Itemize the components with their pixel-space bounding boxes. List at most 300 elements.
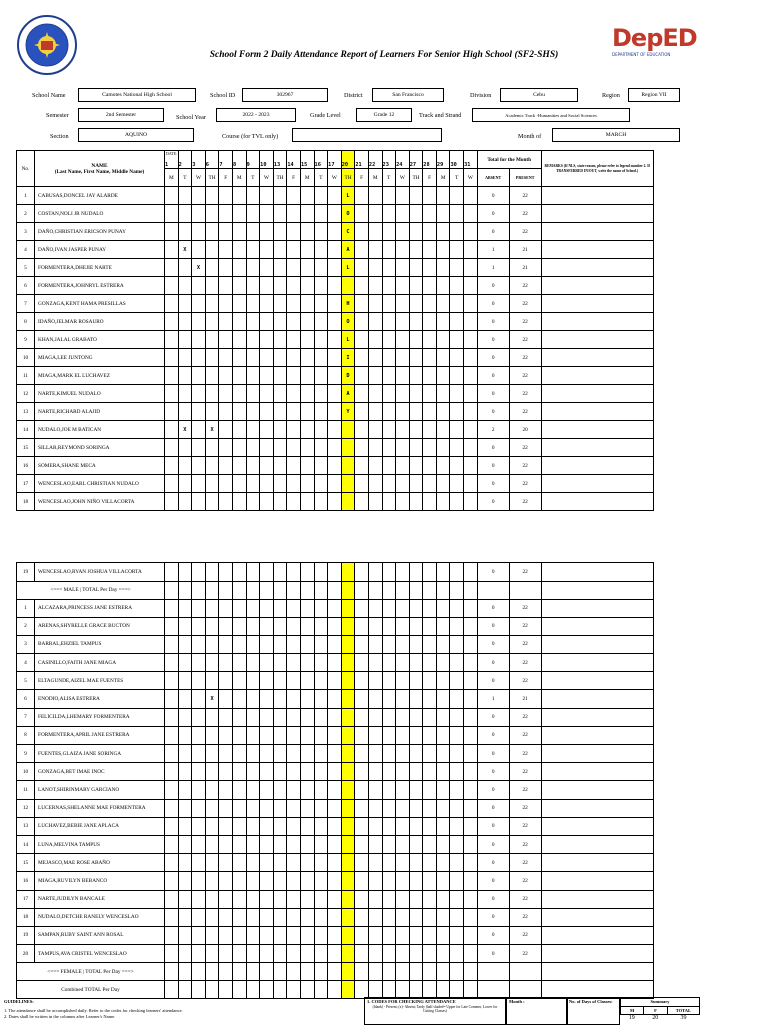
attendance-cell[interactable] xyxy=(328,854,342,872)
attendance-cell[interactable]: C xyxy=(341,223,355,241)
attendance-cell[interactable] xyxy=(328,926,342,944)
attendance-cell[interactable] xyxy=(192,926,206,944)
attendance-cell[interactable] xyxy=(328,654,342,672)
attendance-cell[interactable] xyxy=(314,781,328,799)
attendance-cell[interactable] xyxy=(464,223,478,241)
attendance-cell[interactable] xyxy=(423,763,437,781)
attendance-cell[interactable] xyxy=(192,763,206,781)
attendance-cell[interactable] xyxy=(219,617,233,635)
attendance-cell[interactable] xyxy=(423,223,437,241)
attendance-cell[interactable] xyxy=(287,403,301,421)
attendance-cell[interactable] xyxy=(205,835,219,853)
attendance-cell[interactable] xyxy=(464,457,478,475)
attendance-cell[interactable] xyxy=(436,259,450,277)
attendance-cell[interactable] xyxy=(205,672,219,690)
attendance-cell[interactable] xyxy=(382,223,396,241)
attendance-cell[interactable] xyxy=(450,187,464,205)
attendance-cell[interactable] xyxy=(273,313,287,331)
attendance-cell[interactable] xyxy=(192,781,206,799)
attendance-cell[interactable] xyxy=(409,493,423,511)
attendance-cell[interactable] xyxy=(205,781,219,799)
attendance-cell[interactable] xyxy=(246,223,260,241)
attendance-cell[interactable] xyxy=(232,945,246,963)
attendance-cell[interactable] xyxy=(450,890,464,908)
attendance-cell[interactable] xyxy=(396,241,410,259)
attendance-cell[interactable] xyxy=(178,872,192,890)
attendance-cell[interactable] xyxy=(178,599,192,617)
attendance-cell[interactable] xyxy=(409,908,423,926)
remarks-cell[interactable] xyxy=(541,908,653,926)
attendance-cell[interactable] xyxy=(300,295,314,313)
attendance-cell[interactable] xyxy=(314,475,328,493)
attendance-cell[interactable] xyxy=(192,241,206,259)
attendance-cell[interactable] xyxy=(328,835,342,853)
attendance-cell[interactable] xyxy=(178,708,192,726)
attendance-cell[interactable] xyxy=(355,599,369,617)
attendance-cell[interactable] xyxy=(300,635,314,653)
attendance-cell[interactable] xyxy=(219,241,233,259)
remarks-cell[interactable] xyxy=(541,277,653,295)
attendance-cell[interactable] xyxy=(260,599,274,617)
attendance-cell[interactable] xyxy=(314,223,328,241)
attendance-cell[interactable] xyxy=(192,367,206,385)
attendance-cell[interactable] xyxy=(464,331,478,349)
attendance-cell[interactable] xyxy=(205,493,219,511)
attendance-cell[interactable] xyxy=(287,259,301,277)
attendance-cell[interactable] xyxy=(409,599,423,617)
attendance-cell[interactable] xyxy=(273,277,287,295)
attendance-cell[interactable] xyxy=(246,872,260,890)
attendance-cell[interactable] xyxy=(341,493,355,511)
attendance-cell[interactable] xyxy=(328,475,342,493)
attendance-cell[interactable] xyxy=(450,313,464,331)
attendance-cell[interactable] xyxy=(341,672,355,690)
attendance-cell[interactable] xyxy=(341,799,355,817)
attendance-cell[interactable] xyxy=(396,259,410,277)
attendance-cell[interactable] xyxy=(355,205,369,223)
attendance-cell[interactable] xyxy=(192,439,206,457)
attendance-cell[interactable] xyxy=(165,854,179,872)
attendance-cell[interactable] xyxy=(396,908,410,926)
attendance-cell[interactable] xyxy=(396,654,410,672)
attendance-cell[interactable] xyxy=(178,457,192,475)
attendance-cell[interactable] xyxy=(232,835,246,853)
attendance-cell[interactable] xyxy=(436,854,450,872)
attendance-cell[interactable] xyxy=(232,349,246,367)
attendance-cell[interactable] xyxy=(409,313,423,331)
attendance-cell[interactable] xyxy=(341,421,355,439)
attendance-cell[interactable] xyxy=(192,277,206,295)
attendance-cell[interactable] xyxy=(300,654,314,672)
attendance-cell[interactable] xyxy=(165,457,179,475)
attendance-cell[interactable] xyxy=(409,745,423,763)
remarks-cell[interactable] xyxy=(541,708,653,726)
remarks-cell[interactable] xyxy=(541,745,653,763)
attendance-cell[interactable] xyxy=(232,493,246,511)
attendance-cell[interactable] xyxy=(178,854,192,872)
attendance-cell[interactable] xyxy=(273,635,287,653)
attendance-cell[interactable] xyxy=(165,223,179,241)
attendance-cell[interactable] xyxy=(178,259,192,277)
remarks-cell[interactable] xyxy=(541,654,653,672)
attendance-cell[interactable] xyxy=(436,403,450,421)
attendance-cell[interactable] xyxy=(205,349,219,367)
attendance-cell[interactable] xyxy=(436,726,450,744)
attendance-cell[interactable] xyxy=(165,908,179,926)
attendance-cell[interactable] xyxy=(328,421,342,439)
attendance-cell[interactable] xyxy=(409,763,423,781)
attendance-cell[interactable] xyxy=(328,241,342,259)
attendance-cell[interactable] xyxy=(355,781,369,799)
attendance-cell[interactable] xyxy=(368,385,382,403)
attendance-cell[interactable] xyxy=(205,654,219,672)
attendance-cell[interactable] xyxy=(328,799,342,817)
attendance-cell[interactable] xyxy=(273,654,287,672)
attendance-cell[interactable] xyxy=(355,726,369,744)
attendance-cell[interactable] xyxy=(246,635,260,653)
attendance-cell[interactable] xyxy=(273,187,287,205)
attendance-cell[interactable] xyxy=(260,223,274,241)
attendance-cell[interactable] xyxy=(368,599,382,617)
attendance-cell[interactable] xyxy=(409,799,423,817)
attendance-cell[interactable] xyxy=(450,672,464,690)
attendance-cell[interactable] xyxy=(192,835,206,853)
attendance-cell[interactable] xyxy=(423,493,437,511)
attendance-cell[interactable] xyxy=(260,403,274,421)
attendance-cell[interactable] xyxy=(355,635,369,653)
attendance-cell[interactable] xyxy=(464,421,478,439)
attendance-cell[interactable] xyxy=(246,295,260,313)
attendance-cell[interactable] xyxy=(165,493,179,511)
attendance-cell[interactable] xyxy=(396,493,410,511)
remarks-cell[interactable] xyxy=(541,187,653,205)
attendance-cell[interactable] xyxy=(314,563,328,582)
attendance-cell[interactable] xyxy=(355,926,369,944)
attendance-cell[interactable] xyxy=(219,672,233,690)
attendance-cell[interactable] xyxy=(328,745,342,763)
attendance-cell[interactable] xyxy=(232,403,246,421)
attendance-cell[interactable] xyxy=(382,331,396,349)
attendance-cell[interactable] xyxy=(423,563,437,582)
attendance-cell[interactable] xyxy=(300,493,314,511)
attendance-cell[interactable] xyxy=(178,205,192,223)
attendance-cell[interactable] xyxy=(260,277,274,295)
attendance-cell[interactable] xyxy=(368,872,382,890)
attendance-cell[interactable] xyxy=(219,367,233,385)
attendance-cell[interactable] xyxy=(178,799,192,817)
attendance-cell[interactable] xyxy=(287,908,301,926)
attendance-cell[interactable] xyxy=(192,654,206,672)
attendance-cell[interactable] xyxy=(355,187,369,205)
attendance-cell[interactable] xyxy=(232,205,246,223)
attendance-cell[interactable]: L xyxy=(341,187,355,205)
attendance-cell[interactable] xyxy=(260,439,274,457)
attendance-cell[interactable] xyxy=(246,205,260,223)
attendance-cell[interactable] xyxy=(314,672,328,690)
attendance-cell[interactable] xyxy=(165,313,179,331)
attendance-cell[interactable] xyxy=(205,187,219,205)
attendance-cell[interactable] xyxy=(368,205,382,223)
attendance-cell[interactable] xyxy=(328,385,342,403)
attendance-cell[interactable] xyxy=(260,367,274,385)
attendance-cell[interactable] xyxy=(300,945,314,963)
attendance-cell[interactable] xyxy=(314,799,328,817)
attendance-cell[interactable] xyxy=(287,475,301,493)
attendance-cell[interactable] xyxy=(396,349,410,367)
attendance-cell[interactable] xyxy=(219,890,233,908)
attendance-cell[interactable] xyxy=(260,617,274,635)
attendance-cell[interactable] xyxy=(260,187,274,205)
attendance-cell[interactable] xyxy=(232,367,246,385)
attendance-cell[interactable] xyxy=(165,617,179,635)
attendance-cell[interactable] xyxy=(355,908,369,926)
attendance-cell[interactable] xyxy=(436,599,450,617)
attendance-cell[interactable] xyxy=(464,385,478,403)
attendance-cell[interactable] xyxy=(273,563,287,582)
attendance-cell[interactable] xyxy=(287,295,301,313)
attendance-cell[interactable] xyxy=(328,259,342,277)
attendance-cell[interactable] xyxy=(423,421,437,439)
attendance-cell[interactable] xyxy=(300,205,314,223)
attendance-cell[interactable] xyxy=(368,367,382,385)
attendance-cell[interactable] xyxy=(450,349,464,367)
attendance-cell[interactable] xyxy=(328,563,342,582)
attendance-cell[interactable] xyxy=(423,908,437,926)
attendance-cell[interactable] xyxy=(219,439,233,457)
attendance-cell[interactable] xyxy=(409,439,423,457)
attendance-cell[interactable] xyxy=(205,223,219,241)
attendance-cell[interactable] xyxy=(205,403,219,421)
attendance-cell[interactable] xyxy=(450,635,464,653)
attendance-cell[interactable] xyxy=(368,926,382,944)
attendance-cell[interactable] xyxy=(328,403,342,421)
attendance-cell[interactable] xyxy=(341,599,355,617)
attendance-cell[interactable] xyxy=(273,259,287,277)
attendance-cell[interactable] xyxy=(423,635,437,653)
attendance-cell[interactable] xyxy=(409,421,423,439)
attendance-cell[interactable] xyxy=(436,439,450,457)
attendance-cell[interactable] xyxy=(450,563,464,582)
attendance-cell[interactable] xyxy=(355,259,369,277)
attendance-cell[interactable] xyxy=(178,817,192,835)
attendance-cell[interactable] xyxy=(178,908,192,926)
attendance-cell[interactable] xyxy=(436,187,450,205)
attendance-cell[interactable] xyxy=(423,439,437,457)
attendance-cell[interactable] xyxy=(423,817,437,835)
attendance-cell[interactable] xyxy=(300,403,314,421)
attendance-cell[interactable] xyxy=(409,457,423,475)
attendance-cell[interactable] xyxy=(219,295,233,313)
attendance-cell[interactable] xyxy=(382,563,396,582)
attendance-cell[interactable] xyxy=(355,872,369,890)
attendance-cell[interactable] xyxy=(382,599,396,617)
attendance-cell[interactable] xyxy=(314,331,328,349)
attendance-cell[interactable] xyxy=(368,421,382,439)
attendance-cell[interactable] xyxy=(450,617,464,635)
attendance-cell[interactable] xyxy=(341,745,355,763)
attendance-cell[interactable] xyxy=(273,763,287,781)
attendance-cell[interactable] xyxy=(368,277,382,295)
attendance-cell[interactable] xyxy=(260,672,274,690)
attendance-cell[interactable] xyxy=(314,854,328,872)
attendance-cell[interactable] xyxy=(178,763,192,781)
attendance-cell[interactable] xyxy=(382,799,396,817)
attendance-cell[interactable] xyxy=(232,295,246,313)
remarks-cell[interactable] xyxy=(541,457,653,475)
attendance-cell[interactable] xyxy=(192,205,206,223)
attendance-cell[interactable] xyxy=(423,854,437,872)
attendance-cell[interactable] xyxy=(165,835,179,853)
attendance-cell[interactable] xyxy=(273,493,287,511)
attendance-cell[interactable] xyxy=(314,457,328,475)
attendance-cell[interactable] xyxy=(287,926,301,944)
attendance-cell[interactable] xyxy=(368,745,382,763)
attendance-cell[interactable] xyxy=(246,439,260,457)
attendance-cell[interactable] xyxy=(192,817,206,835)
attendance-cell[interactable] xyxy=(246,926,260,944)
attendance-cell[interactable] xyxy=(287,241,301,259)
attendance-cell[interactable] xyxy=(232,781,246,799)
attendance-cell[interactable] xyxy=(355,241,369,259)
attendance-cell[interactable] xyxy=(341,635,355,653)
attendance-cell[interactable] xyxy=(464,563,478,582)
attendance-cell[interactable] xyxy=(341,708,355,726)
attendance-cell[interactable] xyxy=(464,745,478,763)
attendance-cell[interactable]: X xyxy=(205,690,219,708)
attendance-cell[interactable] xyxy=(450,385,464,403)
attendance-cell[interactable] xyxy=(165,563,179,582)
attendance-cell[interactable] xyxy=(205,385,219,403)
attendance-cell[interactable] xyxy=(464,926,478,944)
attendance-cell[interactable] xyxy=(314,599,328,617)
attendance-cell[interactable] xyxy=(219,385,233,403)
attendance-cell[interactable] xyxy=(382,708,396,726)
division-field[interactable]: Cebu xyxy=(500,88,578,102)
attendance-cell[interactable] xyxy=(436,475,450,493)
attendance-cell[interactable] xyxy=(232,817,246,835)
district-field[interactable]: San Francisco xyxy=(372,88,444,102)
attendance-cell[interactable] xyxy=(382,421,396,439)
attendance-cell[interactable] xyxy=(246,349,260,367)
attendance-cell[interactable] xyxy=(260,563,274,582)
attendance-cell[interactable] xyxy=(409,187,423,205)
attendance-cell[interactable] xyxy=(300,439,314,457)
attendance-cell[interactable] xyxy=(368,817,382,835)
remarks-cell[interactable] xyxy=(541,421,653,439)
attendance-cell[interactable] xyxy=(396,745,410,763)
attendance-cell[interactable] xyxy=(423,799,437,817)
attendance-cell[interactable] xyxy=(450,726,464,744)
attendance-cell[interactable] xyxy=(219,475,233,493)
attendance-cell[interactable] xyxy=(246,385,260,403)
attendance-cell[interactable] xyxy=(396,295,410,313)
attendance-cell[interactable] xyxy=(287,617,301,635)
attendance-cell[interactable] xyxy=(314,385,328,403)
attendance-cell[interactable] xyxy=(382,457,396,475)
attendance-cell[interactable] xyxy=(382,945,396,963)
attendance-cell[interactable] xyxy=(423,295,437,313)
attendance-cell[interactable] xyxy=(368,439,382,457)
attendance-cell[interactable] xyxy=(368,457,382,475)
attendance-cell[interactable] xyxy=(368,635,382,653)
attendance-cell[interactable] xyxy=(165,475,179,493)
attendance-cell[interactable] xyxy=(192,223,206,241)
attendance-cell[interactable] xyxy=(260,493,274,511)
attendance-cell[interactable] xyxy=(205,635,219,653)
attendance-cell[interactable] xyxy=(396,439,410,457)
attendance-cell[interactable] xyxy=(260,945,274,963)
attendance-cell[interactable] xyxy=(192,726,206,744)
attendance-cell[interactable] xyxy=(382,493,396,511)
attendance-cell[interactable] xyxy=(314,908,328,926)
attendance-cell[interactable] xyxy=(232,439,246,457)
attendance-cell[interactable] xyxy=(436,367,450,385)
attendance-cell[interactable] xyxy=(423,403,437,421)
attendance-cell[interactable] xyxy=(178,349,192,367)
attendance-cell[interactable] xyxy=(355,277,369,295)
attendance-cell[interactable] xyxy=(232,726,246,744)
attendance-cell[interactable] xyxy=(355,223,369,241)
attendance-cell[interactable] xyxy=(287,708,301,726)
attendance-cell[interactable] xyxy=(192,945,206,963)
attendance-cell[interactable] xyxy=(246,672,260,690)
attendance-cell[interactable] xyxy=(232,385,246,403)
attendance-cell[interactable] xyxy=(232,908,246,926)
attendance-cell[interactable] xyxy=(165,726,179,744)
remarks-cell[interactable] xyxy=(541,726,653,744)
school-name-field[interactable]: Camotes National High School xyxy=(78,88,196,102)
attendance-cell[interactable] xyxy=(409,672,423,690)
attendance-cell[interactable] xyxy=(205,241,219,259)
attendance-cell[interactable] xyxy=(423,187,437,205)
attendance-cell[interactable] xyxy=(450,708,464,726)
attendance-cell[interactable] xyxy=(341,763,355,781)
attendance-cell[interactable] xyxy=(246,745,260,763)
attendance-cell[interactable] xyxy=(165,635,179,653)
attendance-cell[interactable] xyxy=(464,799,478,817)
attendance-cell[interactable] xyxy=(464,599,478,617)
attendance-cell[interactable] xyxy=(205,945,219,963)
attendance-cell[interactable] xyxy=(178,385,192,403)
attendance-cell[interactable] xyxy=(450,223,464,241)
attendance-cell[interactable] xyxy=(464,781,478,799)
attendance-cell[interactable] xyxy=(165,799,179,817)
attendance-cell[interactable] xyxy=(396,475,410,493)
attendance-cell[interactable] xyxy=(260,817,274,835)
attendance-cell[interactable] xyxy=(314,926,328,944)
school-id-field[interactable]: 302967 xyxy=(242,88,328,102)
attendance-cell[interactable] xyxy=(328,277,342,295)
attendance-cell[interactable] xyxy=(178,745,192,763)
attendance-cell[interactable] xyxy=(219,908,233,926)
attendance-cell[interactable] xyxy=(368,854,382,872)
attendance-cell[interactable] xyxy=(328,672,342,690)
attendance-cell[interactable] xyxy=(219,313,233,331)
attendance-cell[interactable] xyxy=(300,331,314,349)
attendance-cell[interactable] xyxy=(300,781,314,799)
attendance-cell[interactable] xyxy=(232,259,246,277)
attendance-cell[interactable] xyxy=(165,403,179,421)
attendance-cell[interactable] xyxy=(382,259,396,277)
attendance-cell[interactable] xyxy=(409,617,423,635)
grade-level-field[interactable]: Grade 12 xyxy=(356,108,412,122)
attendance-cell[interactable] xyxy=(300,872,314,890)
attendance-cell[interactable] xyxy=(287,690,301,708)
attendance-cell[interactable] xyxy=(165,331,179,349)
attendance-cell[interactable] xyxy=(368,223,382,241)
attendance-cell[interactable] xyxy=(232,277,246,295)
attendance-cell[interactable] xyxy=(178,439,192,457)
